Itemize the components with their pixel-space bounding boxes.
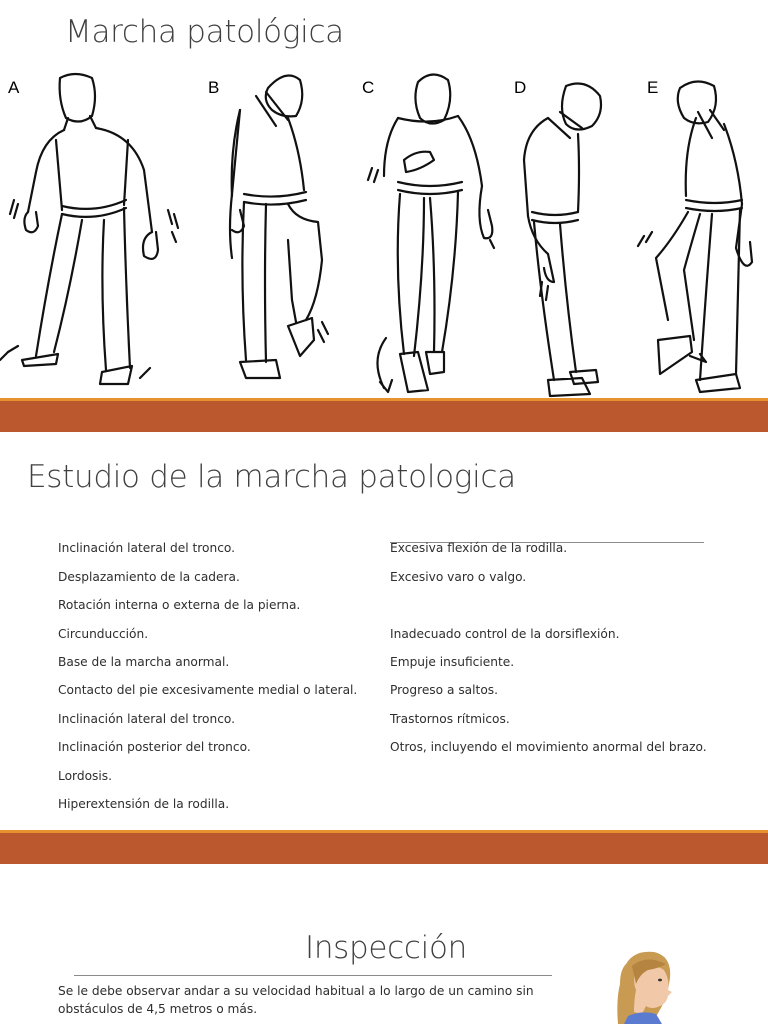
accent-band — [0, 401, 768, 432]
list-item: Empuje insuficiente. — [390, 655, 515, 669]
list-item: Otros, incluyendo el movimiento anormal del brazo. — [390, 740, 707, 754]
figure-d-drawing — [524, 84, 601, 396]
slide-title: Estudio de la marcha patologica — [27, 459, 516, 495]
body-text — [58, 983, 558, 1018]
list-item: Circunducción. — [58, 627, 149, 641]
slide-inspeccion — [0, 864, 768, 1024]
list-item: Excesiva flexión de la rodilla. — [390, 541, 568, 555]
figure-label-a: A — [8, 78, 20, 97]
slide-title: Marcha patológica — [65, 14, 344, 50]
slide-title: Inspección — [304, 930, 467, 966]
figure-label-d: D — [514, 78, 527, 97]
body-line: Se le debe observar andar a su velocidad habitual a lo largo de un camino sin — [58, 984, 534, 998]
slide-marcha-patologica — [0, 0, 768, 432]
list-item: Inclinación lateral del tronco. — [58, 541, 236, 555]
list-item: Progreso a saltos. — [390, 683, 498, 697]
figure-c-drawing — [368, 74, 494, 392]
list-item: Rotación interna o externa de la pierna. — [58, 598, 301, 612]
accent-band — [0, 833, 768, 864]
list-item: Hiperextensión de la rodilla. — [58, 797, 230, 811]
list-item: Inadecuado control de la dorsiflexión. — [390, 627, 620, 641]
figure-a-drawing — [0, 74, 178, 384]
gait-illustrations — [0, 60, 768, 405]
figure-label-e: E — [647, 78, 659, 97]
woman-profile-icon — [612, 950, 682, 1024]
figure-label-c: C — [362, 78, 375, 97]
list-item: Inclinación lateral del tronco. — [58, 712, 236, 726]
list-item: Excesivo varo o valgo. — [390, 570, 527, 584]
list-item: Contacto del pie excesivamente medial o lateral. — [58, 683, 358, 697]
list-item: Lordosis. — [58, 769, 112, 783]
figure-b-drawing — [230, 76, 328, 379]
body-line: obstáculos de 4,5 metros o más. — [58, 1001, 258, 1016]
list-item: Desplazamiento de la cadera. — [58, 570, 240, 584]
figure-e-drawing — [638, 81, 752, 392]
list-item: Trastornos rítmicos. — [390, 712, 510, 726]
list-item: Inclinación posterior del tronco. — [58, 740, 251, 754]
divider-line — [74, 975, 552, 976]
slide-estudio-marcha — [0, 432, 768, 864]
figure-label-b: B — [208, 78, 220, 97]
list-item: Base de la marcha anormal. — [58, 655, 230, 669]
